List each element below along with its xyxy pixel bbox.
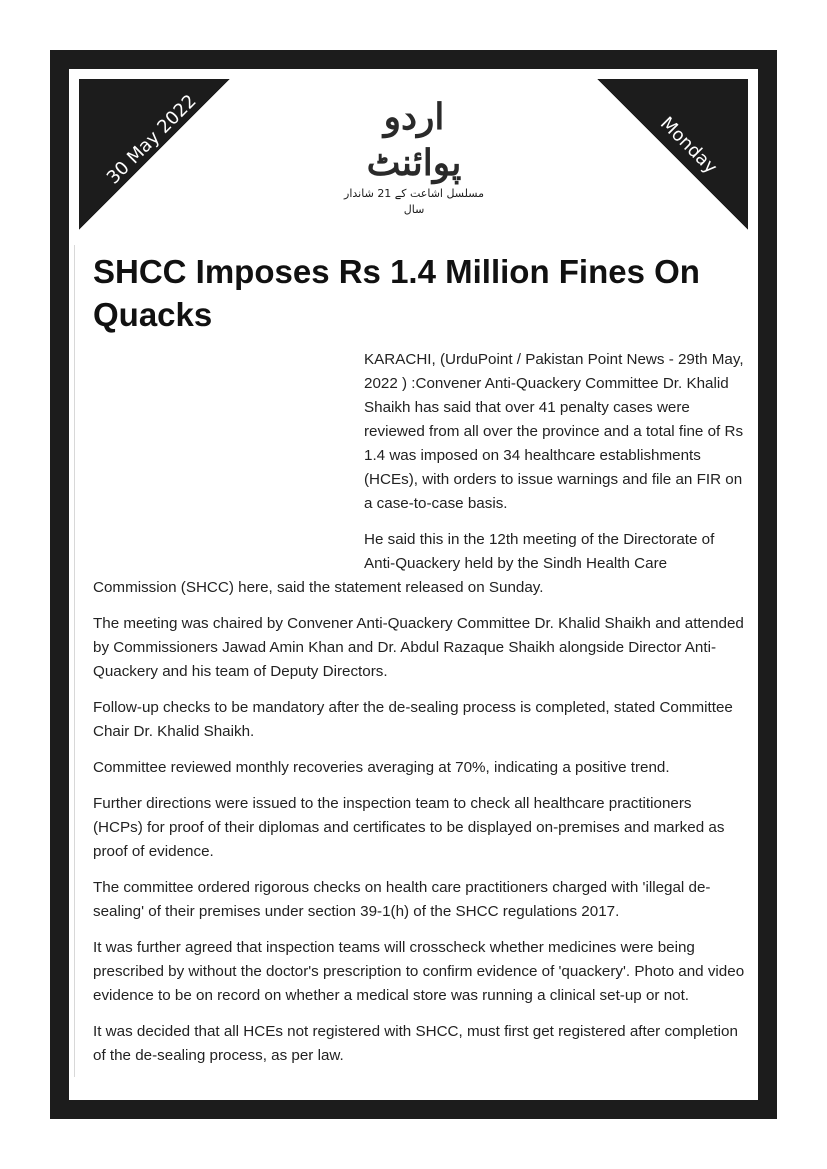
logo-tagline: مسلسل اشاعت کے 21 شاندار سال bbox=[344, 187, 484, 216]
article-body bbox=[93, 348, 745, 1068]
content-left-rule bbox=[74, 245, 75, 1077]
weekday-label: Monday bbox=[655, 112, 722, 179]
article-paragraph: The committee ordered rigorous checks on health care practitioners charged with 'illegal de-sealing' of their premises under section 39-1(h) of the SHCC regulations 2017. bbox=[93, 879, 711, 920]
date-label: 30 May 2022 bbox=[102, 90, 201, 189]
article-paragraph: Committee reviewed monthly recoveries averaging at 70%, indicating a positive trend. bbox=[93, 759, 670, 776]
article-paragraph: He said this in the 12th meeting of the Directorate of Anti-Quackery held by the Sindh Health Care Commission (SHCC) here, said the statement released on Sunday. bbox=[93, 531, 715, 596]
article-paragraph: It was decided that all HCEs not registered with SHCC, must first get registered after completion of the de-sealing process, as per law. bbox=[93, 1023, 738, 1064]
ad-placeholder bbox=[93, 348, 364, 572]
weekday-corner bbox=[597, 79, 748, 230]
article-paragraph: It was further agreed that inspection teams will crosscheck whether medicines were being prescribed by without the doctor's prescription to confirm evidence of 'quackery'. Photo and video evidence to be on record on whether a medical store was running a clinical set-up or not. bbox=[93, 939, 745, 1004]
article bbox=[93, 250, 745, 1080]
article-title: SHCC Imposes Rs 1.4 Million Fines On Quacks bbox=[93, 253, 700, 333]
article-paragraph: Further directions were issued to the inspection team to check all healthcare practitioners (HCPs) for proof of their diplomas and certificates to be displayed on-premises and marked as proof of evidence. bbox=[93, 795, 725, 860]
article-paragraph: KARACHI, (UrduPoint / Pakistan Point News - 29th May, 2022 ) :Convener Anti-Quackery Committee Dr. Khalid Shaikh has said that over 41 penalty cases were reviewed from all over the province and a total fine of Rs 1.4 was imposed on 34 healthcare establishments (HCEs), with orders to issue warnings and file an FIR on a case-to-case basis. bbox=[364, 351, 744, 512]
article-paragraph: The meeting was chaired by Convener Anti-Quackery Committee Dr. Khalid Shaikh and attended by Commissioners Jawad Amin Khan and Dr. Abdul Razaque Shaikh alongside Director Anti-Quackery and his team of Deputy Directors. bbox=[93, 615, 744, 680]
urdupoint-logo bbox=[336, 94, 492, 216]
logo-wordmark: اردو پوائنٹ bbox=[366, 96, 462, 184]
article-paragraph: Follow-up checks to be mandatory after the de-sealing process is completed, stated Committee Chair Dr. Khalid Shaikh. bbox=[93, 699, 733, 740]
date-corner bbox=[79, 79, 230, 230]
